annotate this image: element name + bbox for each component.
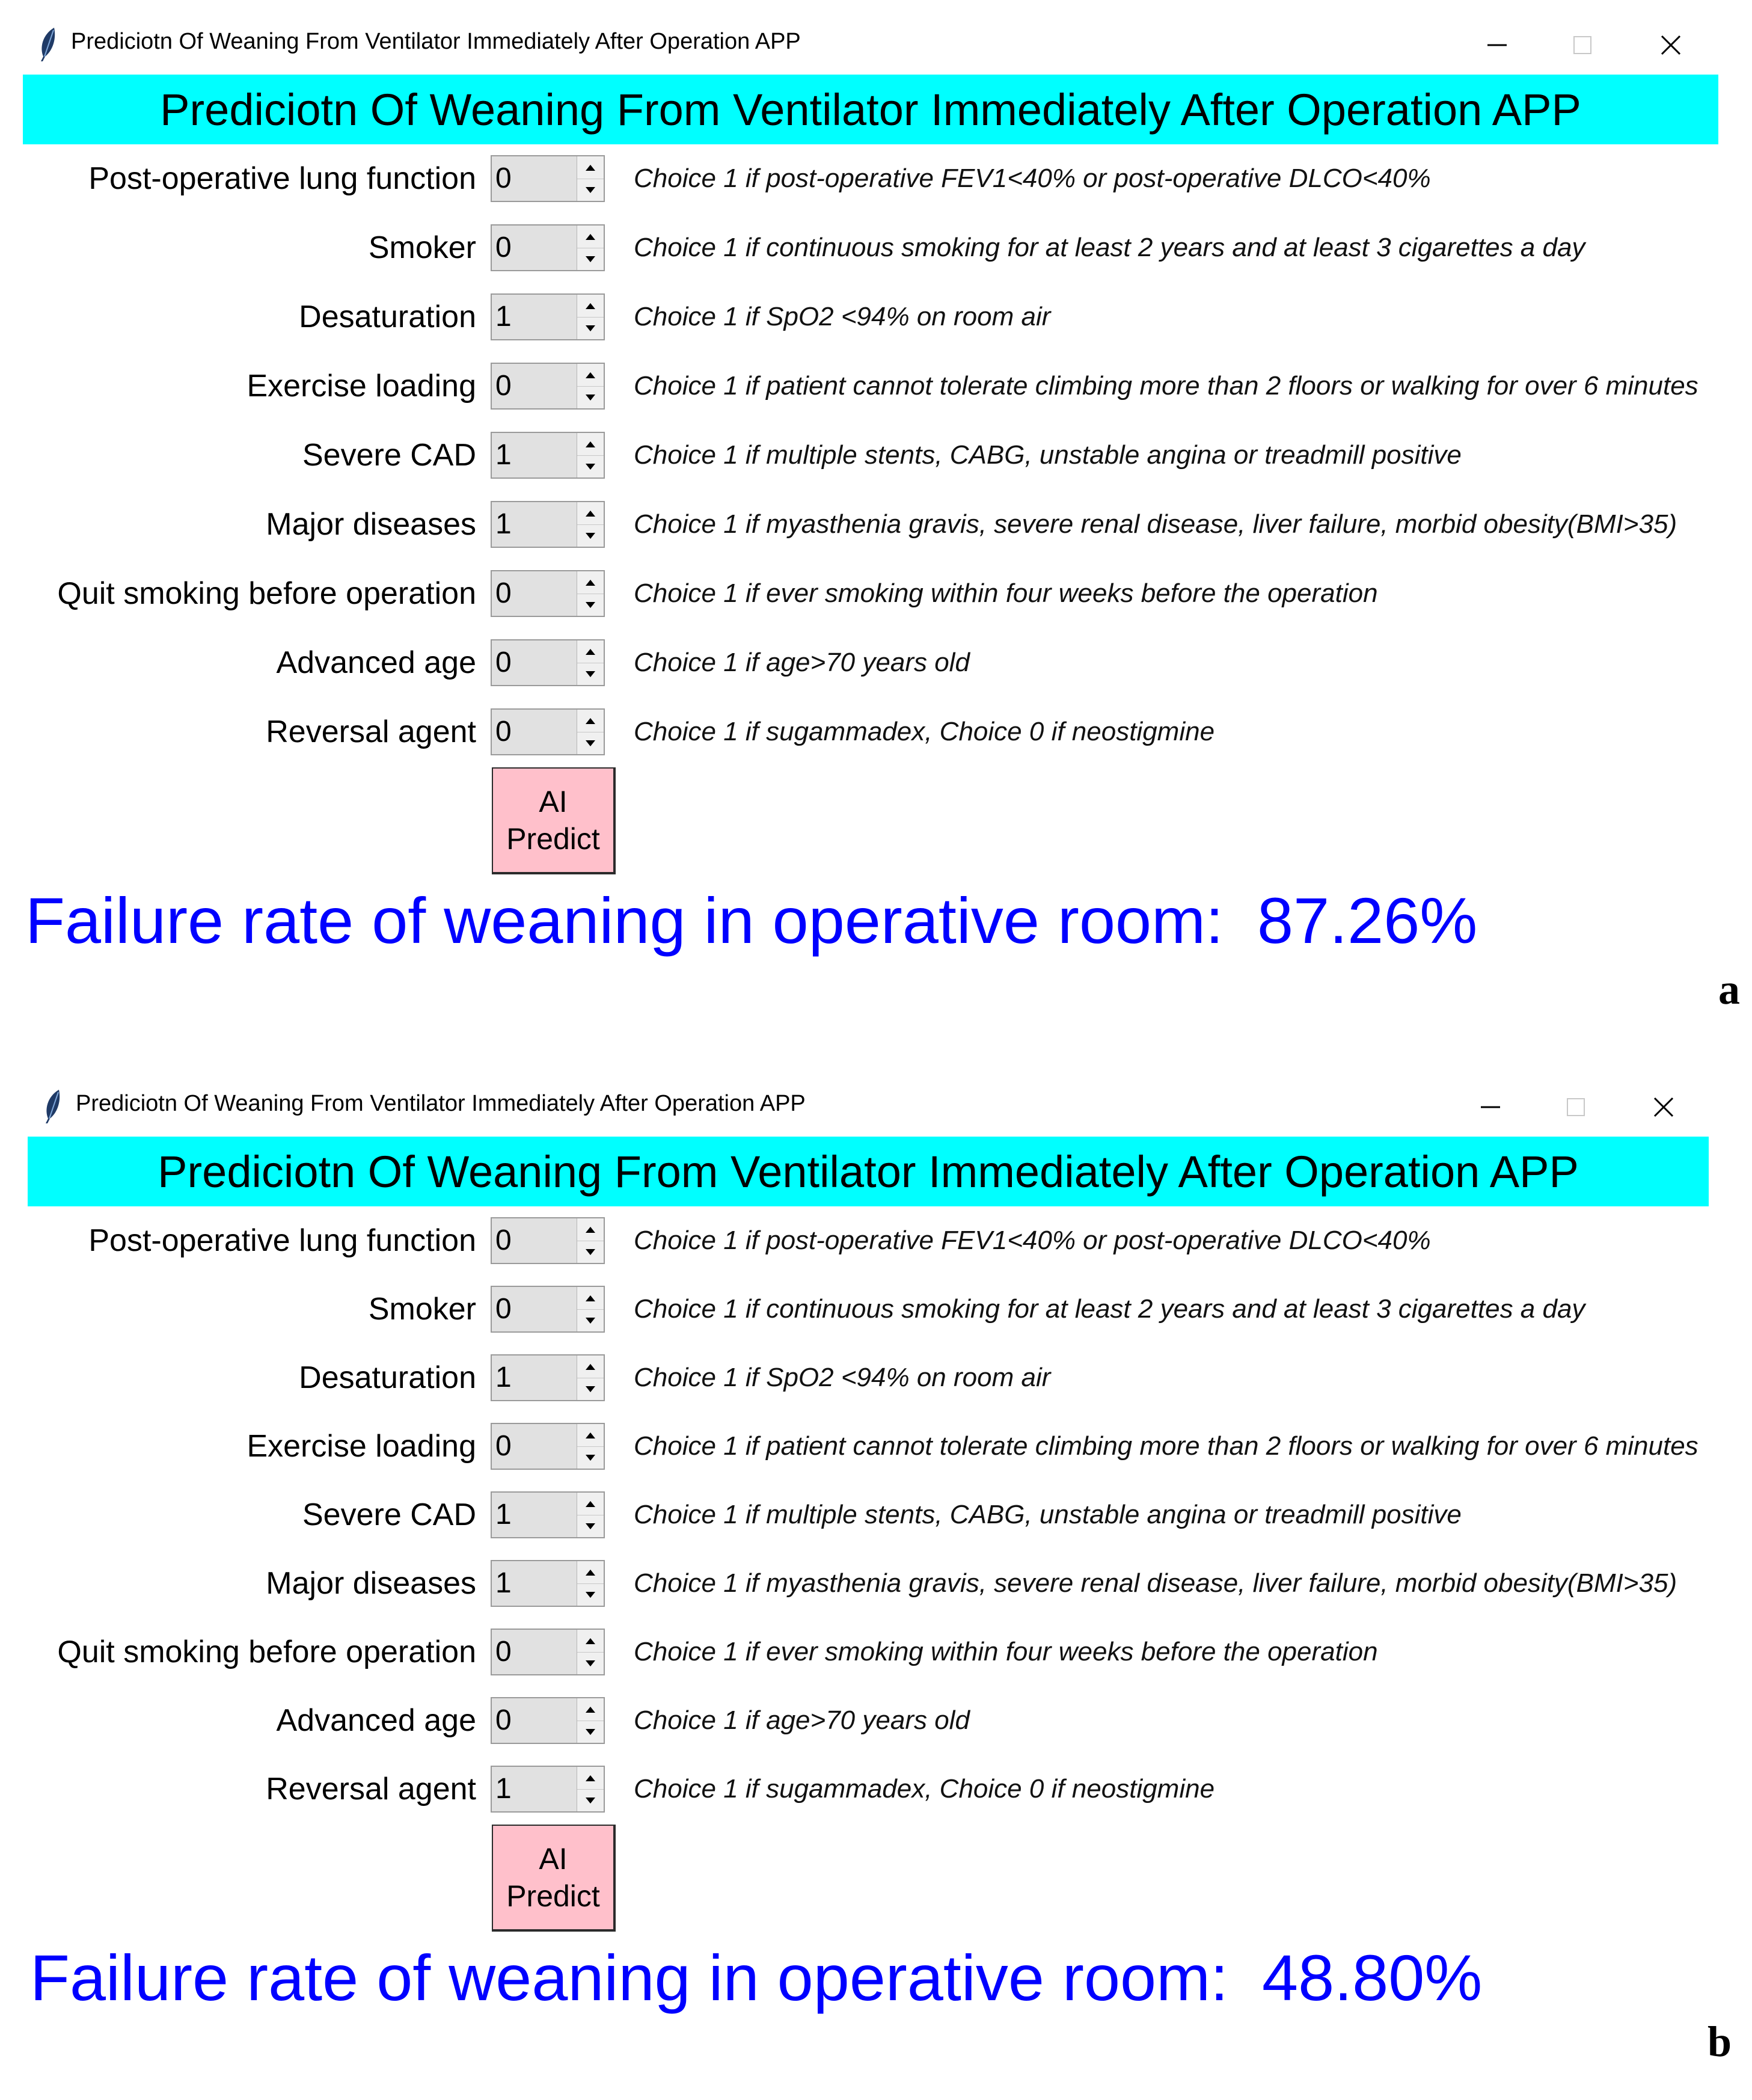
field-row-desaturation xyxy=(0,290,1752,344)
desaturation-spinbox[interactable] xyxy=(491,1354,605,1401)
spin-up-arrow-icon[interactable] xyxy=(577,156,604,179)
predict-label-line2: Predict xyxy=(506,822,600,856)
severe-cad-spinbox[interactable] xyxy=(491,432,605,479)
feather-icon xyxy=(41,1088,65,1125)
field-row-quit-smoking xyxy=(0,566,1752,621)
quit-smoking-spinbox[interactable] xyxy=(491,570,605,617)
spinbox-buttons xyxy=(577,1493,604,1537)
spinbox-buttons xyxy=(577,433,604,477)
field-row-smoker xyxy=(0,1282,1752,1336)
spin-up-arrow-icon[interactable] xyxy=(577,1424,604,1447)
maximize-icon[interactable] xyxy=(1555,1086,1597,1128)
spinbox-value[interactable]: 0 xyxy=(495,646,512,678)
major-diseases-spinbox[interactable] xyxy=(491,501,605,548)
panel-letter: b xyxy=(1708,2018,1732,2066)
field-hint: Choice 1 if sugammadex, Choice 0 if neostigmine xyxy=(634,717,1215,746)
field-label: Exercise loading xyxy=(247,369,476,404)
spin-down-arrow-icon[interactable] xyxy=(577,1721,604,1743)
app-header: Prediciotn Of Weaning From Ventilator Immediately After Operation APP xyxy=(23,75,1718,144)
spin-down-arrow-icon[interactable] xyxy=(577,732,604,754)
field-label: Quit smoking before operation xyxy=(57,576,476,611)
advanced-age-spinbox[interactable] xyxy=(491,639,605,686)
field-label: Desaturation xyxy=(299,299,476,334)
maximize-icon[interactable] xyxy=(1561,24,1603,66)
field-label: Quit smoking before operation xyxy=(57,1635,476,1669)
spin-up-arrow-icon[interactable] xyxy=(577,1698,604,1721)
smoker-spinbox[interactable] xyxy=(491,1286,605,1333)
field-label: Severe CAD xyxy=(302,1497,476,1532)
result-text xyxy=(30,1940,1482,2015)
spin-up-arrow-icon[interactable] xyxy=(577,640,604,663)
spin-up-arrow-icon[interactable] xyxy=(577,502,604,525)
field-label: Post-operative lung function xyxy=(88,161,476,196)
result-value: 48.80% xyxy=(1262,1941,1483,2014)
minimize-icon[interactable] xyxy=(1469,1086,1512,1128)
spinbox-value[interactable]: 1 xyxy=(495,1567,512,1599)
field-hint: Choice 1 if SpO2 <94% on room air xyxy=(634,1363,1051,1392)
spin-down-arrow-icon[interactable] xyxy=(577,663,604,685)
spinbox-value[interactable]: 0 xyxy=(495,162,512,194)
spinbox-buttons xyxy=(577,156,604,201)
field-row-severe-cad xyxy=(0,428,1752,482)
lung-function-spinbox[interactable] xyxy=(491,155,605,202)
spin-up-arrow-icon[interactable] xyxy=(577,571,604,594)
field-row-major-diseases xyxy=(0,497,1752,551)
spinbox-value[interactable]: 1 xyxy=(495,301,512,333)
spinbox-buttons xyxy=(577,640,604,685)
window-title: Prediciotn Of Weaning From Ventilator Immediately After Operation APP xyxy=(76,1091,806,1116)
field-hint: Choice 1 if age>70 years old xyxy=(634,648,970,677)
app-header: Prediciotn Of Weaning From Ventilator Immediately After Operation APP xyxy=(28,1137,1709,1206)
spinbox-value[interactable]: 0 xyxy=(495,370,512,402)
field-label: Reversal agent xyxy=(266,714,476,749)
spinbox-value[interactable]: 1 xyxy=(495,1773,512,1805)
spin-up-arrow-icon[interactable] xyxy=(577,1561,604,1584)
spin-up-arrow-icon[interactable] xyxy=(577,295,604,318)
spinbox-value[interactable]: 0 xyxy=(495,577,512,609)
spinbox-value[interactable]: 0 xyxy=(495,1224,512,1256)
predict-label-line1: AI xyxy=(539,785,568,818)
quit-smoking-spinbox[interactable] xyxy=(491,1629,605,1675)
spin-up-arrow-icon[interactable] xyxy=(577,364,604,387)
field-row-smoker xyxy=(0,221,1752,275)
spinbox-buttons xyxy=(577,710,604,754)
result-value: 87.26% xyxy=(1257,884,1478,957)
field-row-quit-smoking xyxy=(0,1625,1752,1679)
spin-down-arrow-icon[interactable] xyxy=(577,455,604,477)
field-label: Severe CAD xyxy=(302,438,476,473)
predict-label-line2: Predict xyxy=(506,1879,600,1913)
spinbox-value[interactable]: 0 xyxy=(495,1636,512,1668)
spinbox-value[interactable]: 0 xyxy=(495,716,512,748)
field-label: Smoker xyxy=(368,1292,476,1327)
smoker-spinbox[interactable] xyxy=(491,224,605,271)
spinbox-buttons xyxy=(577,226,604,270)
reversal-agent-spinbox[interactable] xyxy=(491,708,605,755)
field-row-advanced-age xyxy=(0,1693,1752,1748)
spin-down-arrow-icon[interactable] xyxy=(577,1378,604,1400)
field-row-reversal-agent xyxy=(0,705,1752,759)
spinbox-buttons xyxy=(577,295,604,339)
spin-up-arrow-icon[interactable] xyxy=(577,710,604,732)
field-hint: Choice 1 if patient cannot tolerate climbing more than 2 floors or walking for over 6 minutes xyxy=(634,1431,1698,1461)
exercise-loading-spinbox[interactable] xyxy=(491,1423,605,1470)
field-hint: Choice 1 if age>70 years old xyxy=(634,1705,970,1735)
field-hint: Choice 1 if SpO2 <94% on room air xyxy=(634,302,1051,331)
spinbox-buttons xyxy=(577,1767,604,1811)
title-bar xyxy=(0,1062,1752,1146)
field-row-exercise-loading xyxy=(0,1419,1752,1473)
result-label: Failure rate of weaning in operative room: xyxy=(30,1941,1229,2014)
spinbox-buttons xyxy=(577,1218,604,1263)
spin-down-arrow-icon[interactable] xyxy=(577,386,604,408)
field-hint: Choice 1 if post-operative FEV1<40% or post-operative DLCO<40% xyxy=(634,164,1431,193)
panel-a xyxy=(0,0,1752,1038)
field-row-lung-function xyxy=(0,152,1752,206)
close-icon[interactable] xyxy=(1643,1086,1685,1128)
field-hint: Choice 1 if multiple stents, CABG, unstable angina or treadmill positive xyxy=(634,1500,1462,1529)
spin-up-arrow-icon[interactable] xyxy=(577,226,604,248)
window-title: Prediciotn Of Weaning From Ventilator Immediately After Operation APP xyxy=(71,29,801,54)
field-label: Smoker xyxy=(368,230,476,265)
spin-up-arrow-icon[interactable] xyxy=(577,1218,604,1241)
field-hint: Choice 1 if sugammadex, Choice 0 if neostigmine xyxy=(634,1774,1215,1804)
spin-up-arrow-icon[interactable] xyxy=(577,1287,604,1310)
feather-icon xyxy=(36,26,60,63)
field-label: Desaturation xyxy=(299,1360,476,1395)
spinbox-buttons xyxy=(577,1287,604,1331)
field-hint: Choice 1 if continuous smoking for at least 2 years and at least 3 cigarettes a day xyxy=(634,233,1585,262)
field-hint: Choice 1 if patient cannot tolerate climbing more than 2 floors or walking for over 6 minutes xyxy=(634,371,1698,401)
field-hint: Choice 1 if ever smoking within four weeks before the operation xyxy=(634,579,1378,608)
spin-up-arrow-icon[interactable] xyxy=(577,433,604,456)
spinbox-buttons xyxy=(577,502,604,547)
field-label: Exercise loading xyxy=(247,1429,476,1464)
spin-up-arrow-icon[interactable] xyxy=(577,1493,604,1515)
spinbox-buttons xyxy=(577,1561,604,1606)
spin-down-arrow-icon[interactable] xyxy=(577,1241,604,1263)
field-hint: Choice 1 if continuous smoking for at least 2 years and at least 3 cigarettes a day xyxy=(634,1294,1585,1324)
field-hint: Choice 1 if post-operative FEV1<40% or post-operative DLCO<40% xyxy=(634,1226,1431,1255)
field-label: Major diseases xyxy=(266,1566,476,1601)
spinbox-value[interactable]: 0 xyxy=(495,1430,512,1462)
predict-label-line1: AI xyxy=(539,1842,568,1876)
field-row-lung-function xyxy=(0,1214,1752,1268)
exercise-loading-spinbox[interactable] xyxy=(491,363,605,410)
spin-down-arrow-icon[interactable] xyxy=(577,1789,604,1811)
spin-down-arrow-icon[interactable] xyxy=(577,248,604,270)
field-label: Major diseases xyxy=(266,507,476,542)
field-label: Post-operative lung function xyxy=(88,1223,476,1258)
field-row-desaturation xyxy=(0,1351,1752,1405)
desaturation-spinbox[interactable] xyxy=(491,293,605,340)
advanced-age-spinbox[interactable] xyxy=(491,1697,605,1744)
spinbox-value[interactable]: 0 xyxy=(495,1293,512,1325)
field-label: Advanced age xyxy=(276,645,476,680)
major-diseases-spinbox[interactable] xyxy=(491,1560,605,1607)
field-row-advanced-age xyxy=(0,636,1752,690)
spinbox-buttons xyxy=(577,1698,604,1743)
field-hint: Choice 1 if ever smoking within four weeks before the operation xyxy=(634,1637,1378,1666)
spin-down-arrow-icon[interactable] xyxy=(577,594,604,616)
field-hint: Choice 1 if multiple stents, CABG, unstable angina or treadmill positive xyxy=(634,440,1462,470)
spinbox-value[interactable]: 0 xyxy=(495,1704,512,1736)
spinbox-value[interactable]: 1 xyxy=(495,1362,512,1393)
spin-down-arrow-icon[interactable] xyxy=(577,1652,604,1674)
spin-down-arrow-icon[interactable] xyxy=(577,1583,604,1606)
field-row-severe-cad xyxy=(0,1488,1752,1542)
spinbox-buttons xyxy=(577,364,604,408)
spinbox-value[interactable]: 0 xyxy=(495,232,512,263)
spin-up-arrow-icon[interactable] xyxy=(577,1630,604,1653)
severe-cad-spinbox[interactable] xyxy=(491,1491,605,1538)
spin-down-arrow-icon[interactable] xyxy=(577,317,604,339)
result-label: Failure rate of weaning in operative room: xyxy=(25,884,1224,957)
field-label: Reversal agent xyxy=(266,1772,476,1807)
close-icon[interactable] xyxy=(1650,24,1692,66)
spin-down-arrow-icon[interactable] xyxy=(577,1309,604,1331)
minimize-icon[interactable] xyxy=(1476,24,1518,66)
field-row-exercise-loading xyxy=(0,359,1752,413)
spin-down-arrow-icon[interactable] xyxy=(577,524,604,547)
spinbox-value[interactable]: 1 xyxy=(495,508,512,540)
spinbox-buttons xyxy=(577,1355,604,1400)
spin-down-arrow-icon[interactable] xyxy=(577,1515,604,1537)
ai-predict-button[interactable] xyxy=(492,767,616,874)
field-hint: Choice 1 if myasthenia gravis, severe renal disease, liver failure, morbid obesity(BMI>35) xyxy=(634,509,1677,539)
spinbox-buttons xyxy=(577,1630,604,1674)
spinbox-buttons xyxy=(577,1424,604,1469)
spin-down-arrow-icon[interactable] xyxy=(577,1446,604,1469)
lung-function-spinbox[interactable] xyxy=(491,1217,605,1264)
panel-letter: a xyxy=(1718,965,1740,1013)
spin-up-arrow-icon[interactable] xyxy=(577,1355,604,1378)
title-bar xyxy=(0,0,1752,84)
field-hint: Choice 1 if myasthenia gravis, severe renal disease, liver failure, morbid obesity(BMI>35) xyxy=(634,1568,1677,1598)
field-row-reversal-agent xyxy=(0,1762,1752,1816)
spin-down-arrow-icon[interactable] xyxy=(577,179,604,201)
spinbox-value[interactable]: 1 xyxy=(495,439,512,471)
panel-b xyxy=(0,1062,1752,2100)
result-text xyxy=(25,883,1477,958)
field-label: Advanced age xyxy=(276,1703,476,1738)
field-row-major-diseases xyxy=(0,1556,1752,1610)
ai-predict-button[interactable] xyxy=(492,1825,616,1932)
spinbox-buttons xyxy=(577,571,604,616)
spin-up-arrow-icon[interactable] xyxy=(577,1767,604,1790)
reversal-agent-spinbox[interactable] xyxy=(491,1766,605,1813)
spinbox-value[interactable]: 1 xyxy=(495,1499,512,1530)
